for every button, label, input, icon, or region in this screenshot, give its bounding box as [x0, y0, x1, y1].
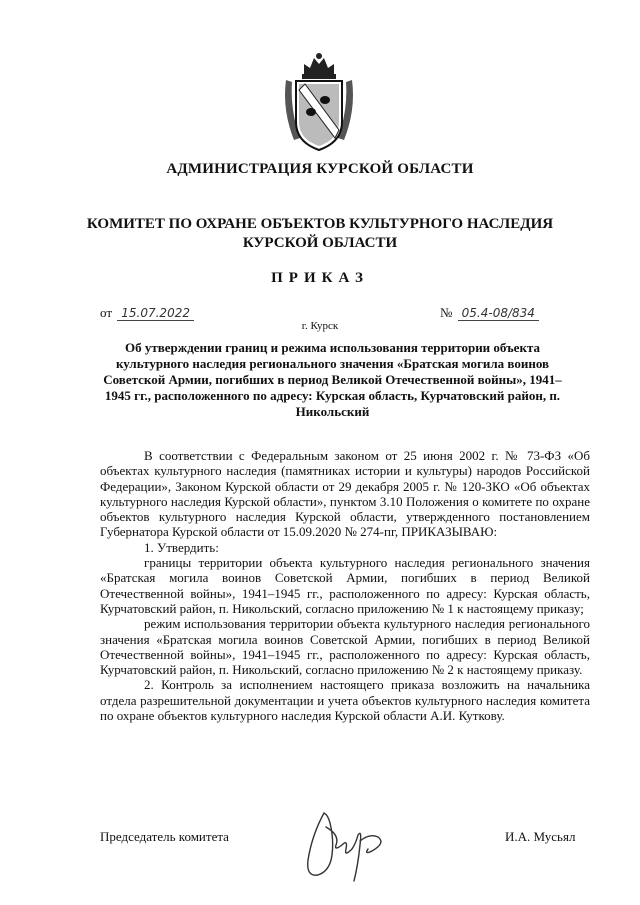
- body-paragraph-regime: режим использования территории объекта культурного наследия регионального значения «Братская могила воинов Советской Армии, погибших в период Великой Отечественной войны», 1941–1945 гг., расположенного по адресу: Курская область, Курчатовский район, п. Никольский, согласно приложению № 2 к настоящему приказу.: [100, 616, 590, 678]
- city: г. Курск: [301, 320, 339, 332]
- number-value: 05.4-08/834: [458, 306, 539, 321]
- document-type: ПРИКАЗ: [271, 270, 369, 286]
- administration-title: АДМИНИСТРАЦИЯ КУРСКОЙ ОБЛАСТИ: [166, 161, 474, 177]
- signatory-title: Председатель комитета: [100, 829, 229, 844]
- signatory-name: И.А. Мусьял: [505, 829, 576, 844]
- body-paragraph-boundaries: границы территории объекта культурного наследия регионального значения «Братская могила воинов Советской Армии, погибших в период Великой Отечественной войны», 1941–1945 гг., расположенного по адресу: Курская область, Курчатовский район, п. Никольский, согласно приложению № 1 к настоящему приказу;: [100, 555, 590, 616]
- signature-icon: [290, 805, 400, 885]
- number-prefix: №: [440, 305, 453, 320]
- body-paragraph-control: 2. Контроль за исполнением настоящего приказа возложить на начальника отдела разрешительной документации и учета объектов культурного наследия комитета по охране объектов культурного наследия Курской области А.И. Куткову.: [100, 677, 590, 724]
- document-subject: Об утверждении границ и режима использования территории объекта культурного наследия регионального значения «Братская могила воинов Советской Армии, погибших в период Великой Отечественной войны», 1941–1945 гг., расположенного по адресу: Курская область, Курчатовский район, п. Никольский: [103, 340, 562, 419]
- date-prefix: от: [100, 305, 113, 320]
- number-field: [440, 305, 539, 321]
- date-field: [100, 305, 194, 321]
- committee-title: КОМИТЕТ ПО ОХРАНЕ ОБЪЕКТОВ КУЛЬТУРНОГО НАСЛЕДИЯ КУРСКОЙ ОБЛАСТИ: [86, 216, 554, 251]
- coat-of-arms-icon: [280, 50, 358, 154]
- body-paragraph-preamble: В соответствии с Федеральным законом от 25 июня 2002 г. № 73-ФЗ «Об объектах культурного наследия (памятниках истории и культуры) народов Российской Федерации», Законом Курской области от 29 декабря 2005 г. № 120-ЗКО «Об объектах культурного наследия Курской области», пунктом 3.10 Положения о комитете по охране объектов культурного наследия Курской области, утвержденного постановлением Губернатора Курской области от 15.09.2020 № 274-пг, ПРИКАЗЫВАЮ:: [100, 448, 590, 540]
- body-paragraph-item1: 1. Утвердить:: [144, 539, 219, 555]
- document-body: [100, 448, 590, 723]
- date-value: 15.07.2022: [117, 306, 194, 321]
